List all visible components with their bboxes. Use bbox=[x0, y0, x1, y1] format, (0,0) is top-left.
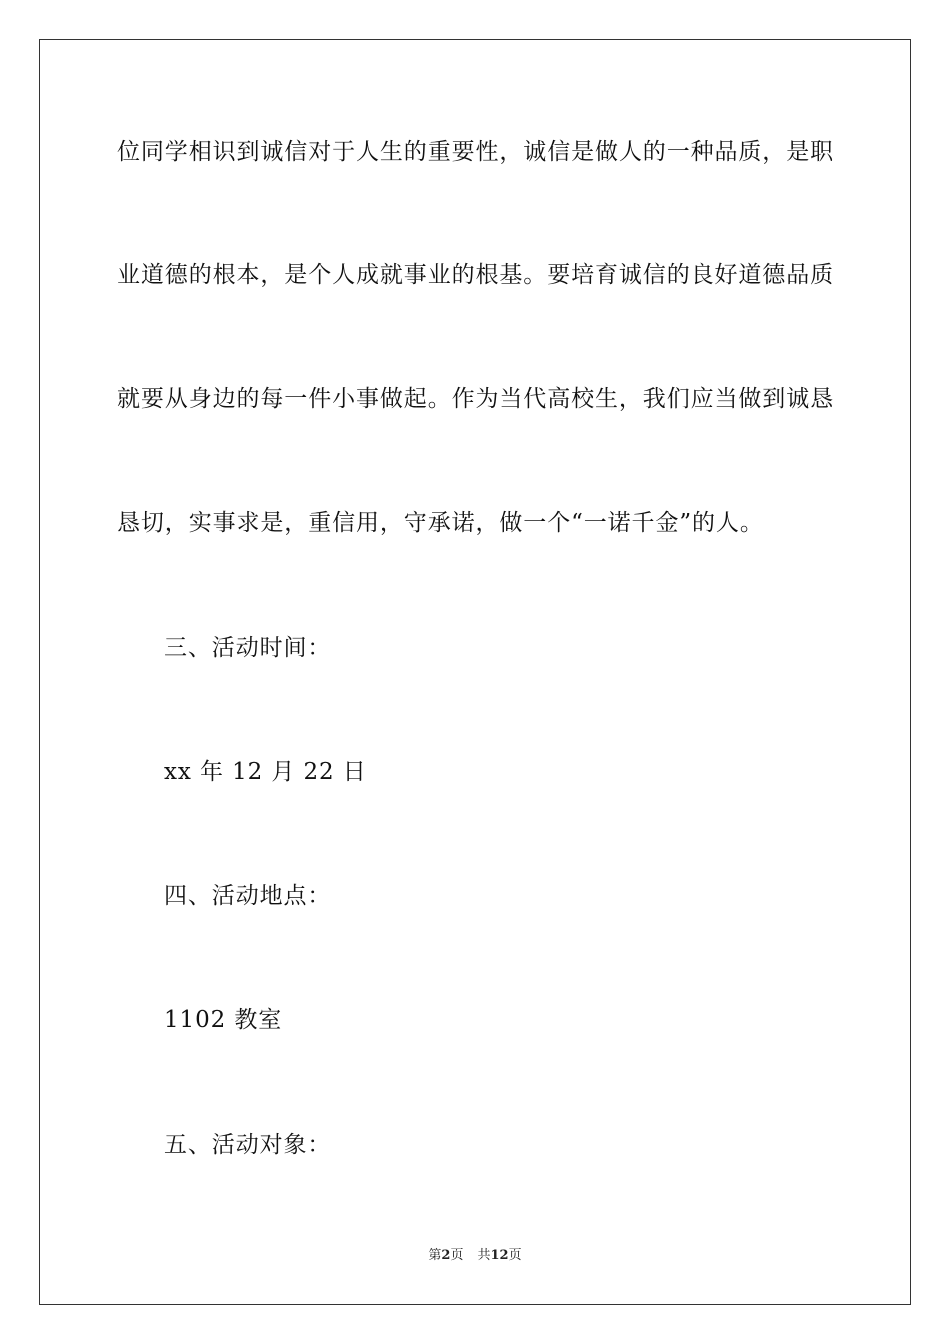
section-heading-audience: 五、活动对象： bbox=[164, 1132, 332, 1158]
current-page-number: 2 bbox=[441, 1248, 451, 1263]
section-heading-location: 四、活动地点： bbox=[164, 883, 332, 909]
section-heading-time: 三、活动时间： bbox=[164, 635, 332, 661]
body-text-line-4: 恳切，实事求是，重信用，守承诺，做一个“一诺千金”的人。 bbox=[117, 510, 764, 536]
total-page-count: 12 bbox=[490, 1248, 509, 1263]
page-border bbox=[39, 39, 911, 1305]
page-suffix: 页 bbox=[450, 1248, 464, 1263]
body-text-line-1: 位同学相识到诚信对于人生的重要性，诚信是做人的一种品质，是职 bbox=[117, 139, 834, 165]
body-text-line-3: 就要从身边的每一件小事做起。作为当代高校生，我们应当做到诚恳 bbox=[117, 386, 834, 412]
page-footer bbox=[0, 1247, 950, 1265]
activity-location: 1102 教室 bbox=[164, 1007, 283, 1033]
total-prefix: 共 bbox=[477, 1248, 491, 1263]
body-text-line-2: 业道德的根本，是个人成就事业的根基。要培育诚信的良好道德品质 bbox=[117, 262, 834, 288]
page-prefix: 第 bbox=[428, 1248, 442, 1263]
total-suffix: 页 bbox=[508, 1248, 522, 1263]
activity-date: xx 年 12 月 22 日 bbox=[164, 759, 367, 785]
